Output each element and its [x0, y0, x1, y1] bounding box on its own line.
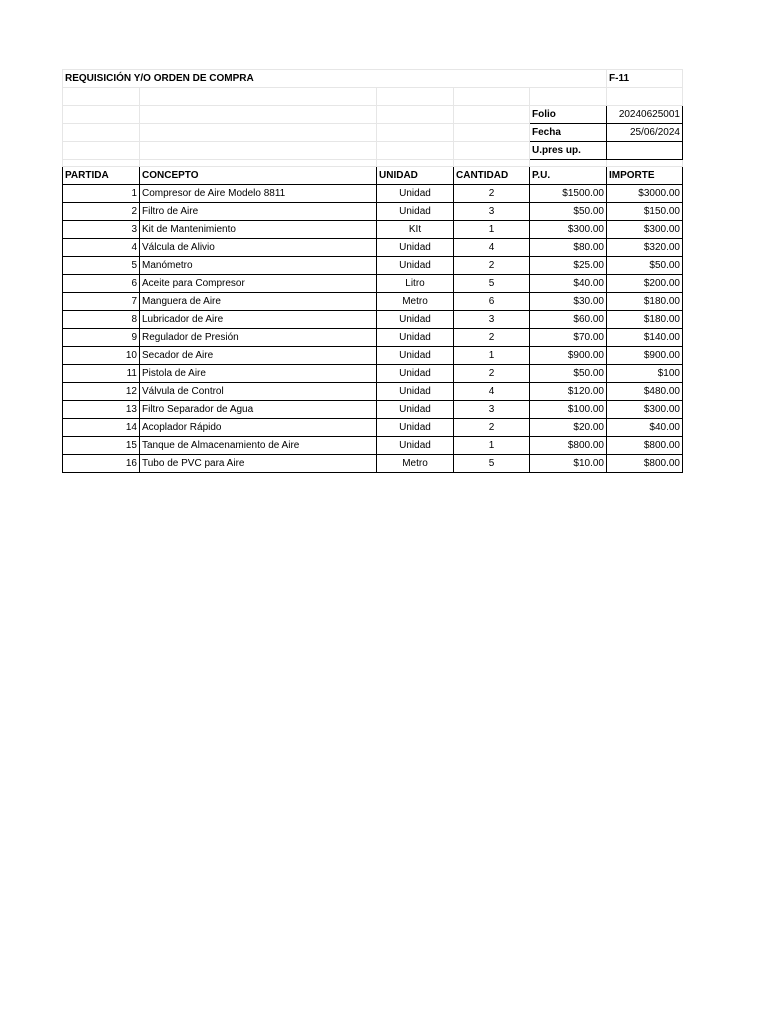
cantidad-cell: 1: [454, 437, 530, 455]
unidad-cell: Metro: [377, 293, 454, 311]
column-header-partida: PARTIDA: [63, 167, 140, 185]
pu-cell: $30.00: [530, 293, 607, 311]
requisition-sheet: [62, 69, 683, 473]
unidad-cell: Unidad: [377, 347, 454, 365]
concepto-cell: Lubricador de Aire: [140, 311, 377, 329]
partida-cell: 2: [63, 203, 140, 221]
table-row: [63, 437, 683, 455]
partida-cell: 4: [63, 239, 140, 257]
table-row: [63, 293, 683, 311]
column-header-pu: P.U.: [530, 167, 607, 185]
pu-cell: $50.00: [530, 203, 607, 221]
unidad-cell: Unidad: [377, 311, 454, 329]
concepto-cell: Pistola de Aire: [140, 365, 377, 383]
importe-cell: $320.00: [607, 239, 683, 257]
cantidad-cell: 2: [454, 185, 530, 203]
table-row: [63, 347, 683, 365]
pu-cell: $80.00: [530, 239, 607, 257]
cantidad-cell: 2: [454, 257, 530, 275]
table-row: [63, 221, 683, 239]
unidad-cell: Litro: [377, 275, 454, 293]
concepto-cell: Filtro Separador de Agua: [140, 401, 377, 419]
pu-cell: $900.00: [530, 347, 607, 365]
empty-cell: [63, 124, 140, 142]
form-code: F-11: [607, 70, 683, 88]
unidad-cell: Unidad: [377, 419, 454, 437]
empty-cell: [140, 88, 377, 106]
importe-cell: $200.00: [607, 275, 683, 293]
concepto-cell: Compresor de Aire Modelo 8811: [140, 185, 377, 203]
cantidad-cell: 3: [454, 311, 530, 329]
table-row: [63, 239, 683, 257]
pu-cell: $25.00: [530, 257, 607, 275]
empty-cell: [454, 124, 530, 142]
fecha-value: 25/06/2024: [607, 124, 683, 142]
empty-cell: [530, 160, 607, 167]
table-header-row: [63, 167, 683, 185]
column-header-concepto: CONCEPTO: [140, 167, 377, 185]
table-row: [63, 455, 683, 473]
unidad-cell: Metro: [377, 455, 454, 473]
unidad-cell: Unidad: [377, 257, 454, 275]
column-header-importe: IMPORTE: [607, 167, 683, 185]
table-row: [63, 257, 683, 275]
unidad-cell: Unidad: [377, 437, 454, 455]
importe-cell: $900.00: [607, 347, 683, 365]
table-row: [63, 185, 683, 203]
pu-cell: $40.00: [530, 275, 607, 293]
partida-cell: 1: [63, 185, 140, 203]
importe-cell: $300.00: [607, 221, 683, 239]
empty-cell: [454, 160, 530, 167]
table-row: [63, 365, 683, 383]
pu-cell: $70.00: [530, 329, 607, 347]
empty-cell: [454, 142, 530, 160]
table-row: [63, 401, 683, 419]
concepto-cell: Tubo de PVC para Aire: [140, 455, 377, 473]
unidad-cell: KIt: [377, 221, 454, 239]
partida-cell: 6: [63, 275, 140, 293]
importe-cell: $800.00: [607, 455, 683, 473]
partida-cell: 5: [63, 257, 140, 275]
cantidad-cell: 6: [454, 293, 530, 311]
cantidad-cell: 4: [454, 239, 530, 257]
cantidad-cell: 2: [454, 365, 530, 383]
unidad-cell: Unidad: [377, 185, 454, 203]
empty-cell: [377, 160, 454, 167]
concepto-cell: Regulador de Presión: [140, 329, 377, 347]
pu-cell: $10.00: [530, 455, 607, 473]
partida-cell: 11: [63, 365, 140, 383]
table-row: [63, 275, 683, 293]
pu-cell: $800.00: [530, 437, 607, 455]
empty-cell: [63, 88, 140, 106]
folio-label: Folio: [530, 106, 607, 124]
cantidad-cell: 4: [454, 383, 530, 401]
partida-cell: 15: [63, 437, 140, 455]
empty-cell: [377, 88, 454, 106]
pu-cell: $100.00: [530, 401, 607, 419]
concepto-cell: Tanque de Almacenamiento de Aire: [140, 437, 377, 455]
concepto-cell: Aceite para Compresor: [140, 275, 377, 293]
empty-cell: [140, 142, 377, 160]
cantidad-cell: 5: [454, 455, 530, 473]
pu-cell: $50.00: [530, 365, 607, 383]
cantidad-cell: 3: [454, 401, 530, 419]
unidad-cell: Unidad: [377, 203, 454, 221]
importe-cell: $40.00: [607, 419, 683, 437]
partida-cell: 13: [63, 401, 140, 419]
concepto-cell: Secador de Aire: [140, 347, 377, 365]
table-row: [63, 311, 683, 329]
empty-cell: [377, 142, 454, 160]
concepto-cell: Acoplador Rápido: [140, 419, 377, 437]
partida-cell: 9: [63, 329, 140, 347]
empty-cell: [63, 160, 140, 167]
importe-cell: $300.00: [607, 401, 683, 419]
pu-cell: $1500.00: [530, 185, 607, 203]
empty-cell: [607, 160, 683, 167]
concepto-cell: Válvula de Control: [140, 383, 377, 401]
upres-value: [607, 142, 683, 160]
fecha-label: Fecha: [530, 124, 607, 142]
empty-cell: [454, 106, 530, 124]
column-header-cantidad: CANTIDAD: [454, 167, 530, 185]
concepto-cell: Manguera de Aire: [140, 293, 377, 311]
cantidad-cell: 5: [454, 275, 530, 293]
empty-cell: [140, 124, 377, 142]
concepto-cell: Válcula de Alivio: [140, 239, 377, 257]
partida-cell: 10: [63, 347, 140, 365]
importe-cell: $800.00: [607, 437, 683, 455]
cantidad-cell: 2: [454, 419, 530, 437]
upres-label: U.pres up.: [530, 142, 607, 160]
empty-cell: [377, 124, 454, 142]
empty-cell: [607, 88, 683, 106]
partida-cell: 14: [63, 419, 140, 437]
unidad-cell: Unidad: [377, 329, 454, 347]
empty-cell: [454, 88, 530, 106]
importe-cell: $50.00: [607, 257, 683, 275]
table-row: [63, 203, 683, 221]
pu-cell: $20.00: [530, 419, 607, 437]
folio-value: 20240625001: [607, 106, 683, 124]
pu-cell: $120.00: [530, 383, 607, 401]
items-body: [63, 185, 683, 473]
cantidad-cell: 3: [454, 203, 530, 221]
empty-cell: [63, 142, 140, 160]
partida-cell: 8: [63, 311, 140, 329]
empty-cell: [530, 88, 607, 106]
importe-cell: $3000.00: [607, 185, 683, 203]
cantidad-cell: 1: [454, 347, 530, 365]
pu-cell: $60.00: [530, 311, 607, 329]
concepto-cell: Kit de Mantenimiento: [140, 221, 377, 239]
partida-cell: 3: [63, 221, 140, 239]
importe-cell: $100: [607, 365, 683, 383]
partida-cell: 16: [63, 455, 140, 473]
partida-cell: 12: [63, 383, 140, 401]
empty-cell: [63, 106, 140, 124]
table-row: [63, 329, 683, 347]
unidad-cell: Unidad: [377, 383, 454, 401]
pu-cell: $300.00: [530, 221, 607, 239]
unidad-cell: Unidad: [377, 239, 454, 257]
unidad-cell: Unidad: [377, 401, 454, 419]
concepto-cell: Filtro de Aire: [140, 203, 377, 221]
importe-cell: $140.00: [607, 329, 683, 347]
column-header-unidad: UNIDAD: [377, 167, 454, 185]
table-row: [63, 419, 683, 437]
empty-cell: [140, 160, 377, 167]
empty-cell: [140, 106, 377, 124]
cantidad-cell: 2: [454, 329, 530, 347]
document-title: REQUISICIÓN Y/O ORDEN DE COMPRA: [63, 70, 607, 88]
table-row: [63, 383, 683, 401]
importe-cell: $180.00: [607, 293, 683, 311]
importe-cell: $480.00: [607, 383, 683, 401]
importe-cell: $180.00: [607, 311, 683, 329]
cantidad-cell: 1: [454, 221, 530, 239]
unidad-cell: Unidad: [377, 365, 454, 383]
concepto-cell: Manómetro: [140, 257, 377, 275]
importe-cell: $150.00: [607, 203, 683, 221]
empty-cell: [377, 106, 454, 124]
partida-cell: 7: [63, 293, 140, 311]
